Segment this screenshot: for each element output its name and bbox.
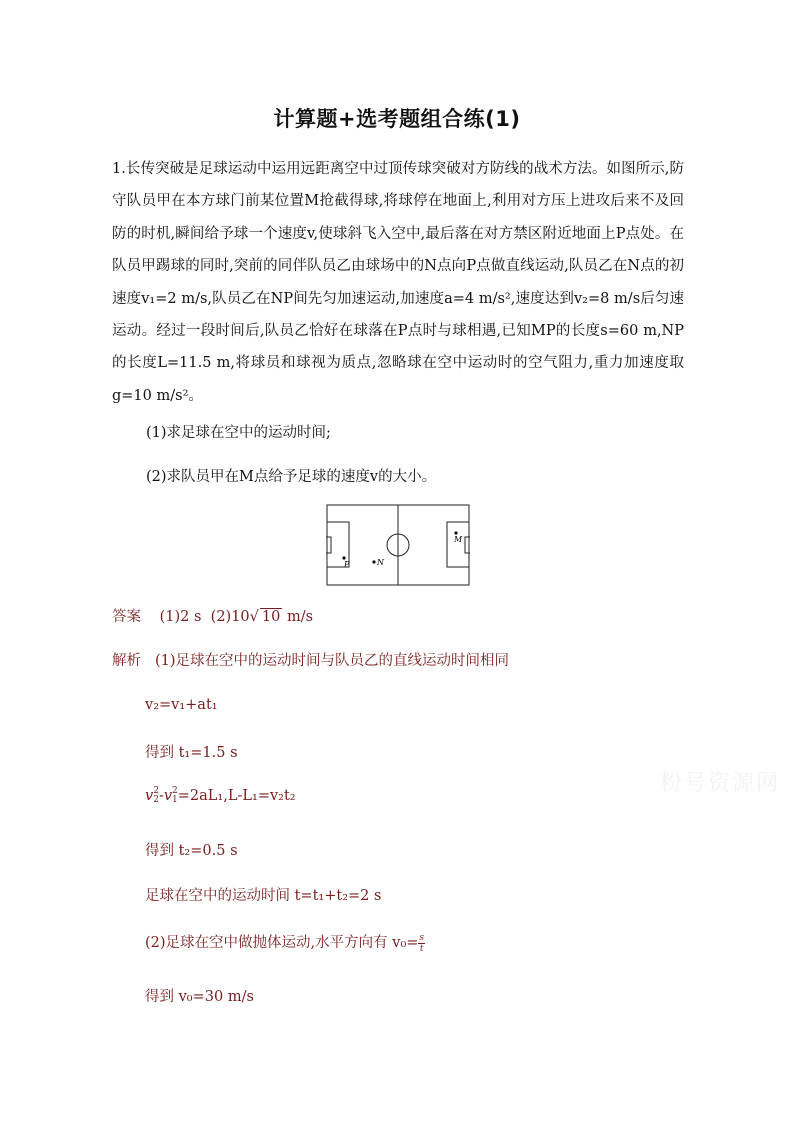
watermark: 粉号资源网 xyxy=(660,771,781,796)
part-2-analysis xyxy=(145,931,425,954)
point-n-label: N xyxy=(377,558,384,567)
fraction-numerator: s xyxy=(419,932,425,943)
answer-radicand: 10 xyxy=(261,609,281,625)
part-2-text: (2)足球在空中做抛体运动,水平方向有 v₀= xyxy=(145,935,419,951)
sub-question-2: (2)求队员甲在M点给予足球的速度v的大小。 xyxy=(146,469,437,485)
sub-question-1: (1)求足球在空中的运动时间; xyxy=(146,425,331,441)
soccer-field-diagram xyxy=(326,504,470,586)
page-title: 计算题+选考题组合练(1) xyxy=(273,107,521,131)
answer-line xyxy=(112,605,313,626)
fraction-denominator: t xyxy=(419,943,424,954)
answer-part-2: (2)10 xyxy=(210,609,250,625)
equation-2: v 2 2 -v 2 1 =2aL₁,L-L₁=v₂t₂ xyxy=(145,786,296,805)
point-p-label: P xyxy=(344,560,350,569)
equation-1: v₂=v₁+at₁ xyxy=(145,697,218,713)
soccer-field-figure xyxy=(326,504,470,590)
sqrt-sign: √ xyxy=(249,609,259,625)
answer-part-1: (1)2 s xyxy=(159,609,202,625)
equation-2-tail: =2aL₁,L-L₁=v₂t₂ xyxy=(177,788,296,804)
point-m-label: M xyxy=(454,535,463,544)
answer-label: 答案 xyxy=(112,609,141,625)
total-time: 足球在空中的运动时间 t=t₁+t₂=2 s xyxy=(145,888,382,904)
result-2: 得到 t₂=0.5 s xyxy=(145,843,238,859)
point-n-dot xyxy=(372,560,375,563)
analysis-intro-text: (1)足球在空中的运动时间与队员乙的直线运动时间相同 xyxy=(155,653,510,669)
answer-unit: m/s xyxy=(282,609,314,625)
result-3: 得到 v₀=30 m/s xyxy=(145,989,254,1005)
fraction-s-over-t xyxy=(418,933,425,954)
analysis-label: 解析 xyxy=(112,653,141,669)
result-1: 得到 t₁=1.5 s xyxy=(145,745,238,761)
problem-text: 1.长传突破是足球运动中运用远距离空中过顶传球突破对方防线的战术方法。如图所示,防守队员甲在本方球门前某位置M抢截得球,将球停在地面上,利用对方压上进攻后来不及回防的时机,瞬间给予球一个速度v,使球斜飞入空中,最后落在对方禁区附近地面上P点处。在队员甲踢球的同时,突前的同伴队员乙由球场中的N点向P点做直线运动,队员乙在N点的初速度v₁=2 m/s,队员乙在NP间先匀加速运动,加速度a=4 m/s²,速度达到v₂=8 m/s后匀速运动。经过一段时间后,队员乙恰好在球落在P点时与球相遇,已知MP的长度s=60 m,NP的长度L=11.5 m,将球员和球视为质点,忽略球在空中运动时的空气阻力,重力加速度取g=10 m/s²。 xyxy=(112,161,684,404)
problem-statement xyxy=(112,153,684,412)
right-penalty-box xyxy=(447,522,469,567)
analysis-intro xyxy=(112,649,509,670)
